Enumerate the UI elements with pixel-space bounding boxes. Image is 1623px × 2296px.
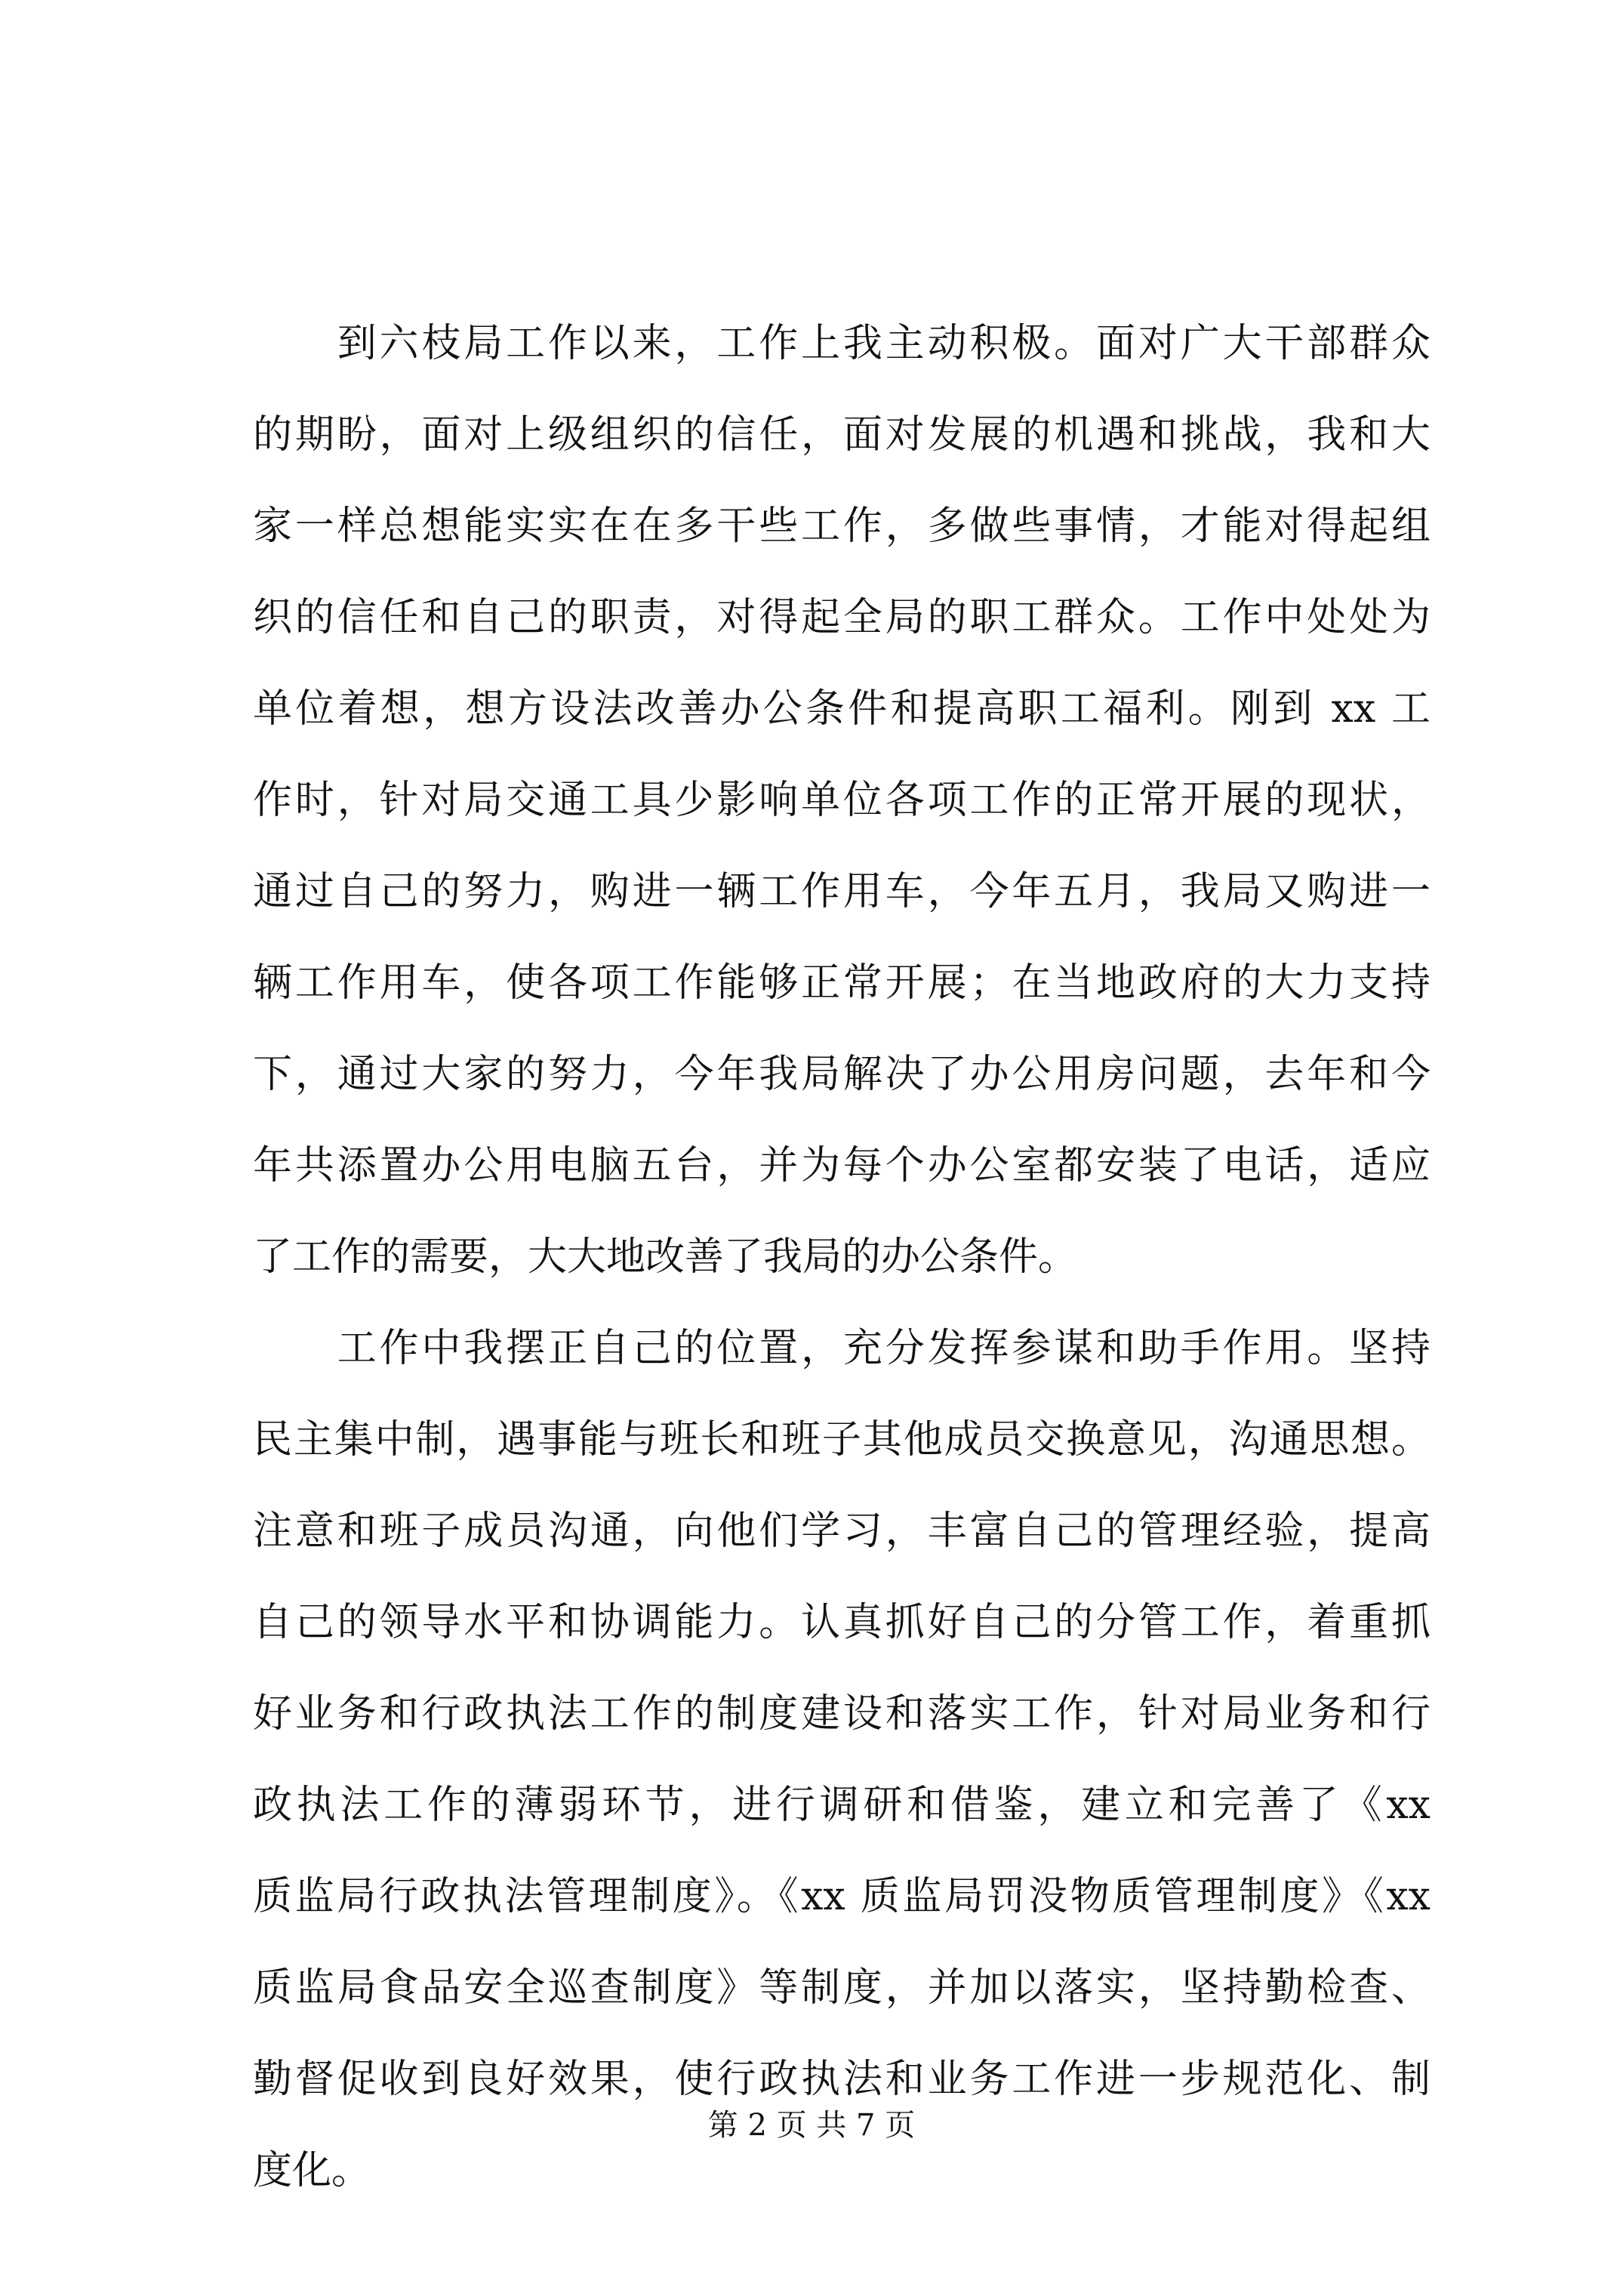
paragraph-line: 家一样总想能实实在在多干些工作，多做些事情，才能对得起组 — [253, 504, 1431, 549]
paragraph-line: 单位着想，想方设法改善办公条件和提高职工福利。刚到 xx 工 — [253, 686, 1431, 732]
paragraph-line: 注意和班子成员沟通，向他们学习，丰富自己的管理经验，提高 — [253, 1509, 1431, 1554]
paragraph-line: 质监局行政执法管理制度》。《xx 质监局罚没物质管理制度》《xx — [253, 1874, 1431, 1919]
paragraph-line: 的期盼，面对上级组织的信任，面对发展的机遇和挑战，我和大 — [253, 412, 1431, 458]
page-footer — [0, 2106, 1623, 2144]
paragraph-2 — [253, 1303, 1431, 2217]
paragraph-line: 民主集中制，遇事能与班长和班子其他成员交换意见，沟通思想。 — [253, 1417, 1431, 1462]
paragraph-line: 质监局食品安全巡查制度》等制度，并加以落实，坚持勤检查、 — [253, 1965, 1431, 2011]
paragraph-line: 作时，针对局交通工具少影响单位各项工作的正常开展的现状， — [253, 778, 1431, 823]
paragraph-line: 工作中我摆正自己的位置，充分发挥参谋和助手作用。坚持 — [253, 1326, 1431, 1371]
paragraph-line: 了工作的需要，大大地改善了我局的办公条件。 — [253, 1234, 1078, 1280]
paragraph-line: 好业务和行政执法工作的制度建设和落实工作，针对局业务和行 — [253, 1691, 1431, 1737]
paragraph-line: 年共添置办公用电脑五台，并为每个办公室都安装了电话，适应 — [253, 1143, 1431, 1188]
document-body — [253, 298, 1431, 2217]
paragraph-line: 织的信任和自己的职责，对得起全局的职工群众。工作中处处为 — [253, 595, 1431, 640]
paragraph-line: 度化。 — [253, 2148, 371, 2193]
paragraph-line: 勤督促收到良好效果，使行政执法和业务工作进一步规范化、制 — [253, 2057, 1431, 2102]
paragraph-1 — [253, 298, 1431, 1303]
page-number-label: 第 2 页 共 7 页 — [707, 2108, 916, 2143]
paragraph-line: 自己的领导水平和协调能力。认真抓好自己的分管工作，着重抓 — [253, 1600, 1431, 1645]
paragraph-line: 政执法工作的薄弱环节，进行调研和借鉴，建立和完善了《xx — [253, 1783, 1431, 1828]
paragraph-line: 到六枝局工作以来，工作上我主动积极。面对广大干部群众 — [253, 321, 1431, 366]
paragraph-line: 下，通过大家的努力，今年我局解决了办公用房问题，去年和今 — [253, 1052, 1431, 1097]
paragraph-line: 通过自己的努力，购进一辆工作用车，今年五月，我局又购进一 — [253, 869, 1431, 914]
paragraph-line: 辆工作用车，使各项工作能够正常开展；在当地政府的大力支持 — [253, 960, 1431, 1006]
